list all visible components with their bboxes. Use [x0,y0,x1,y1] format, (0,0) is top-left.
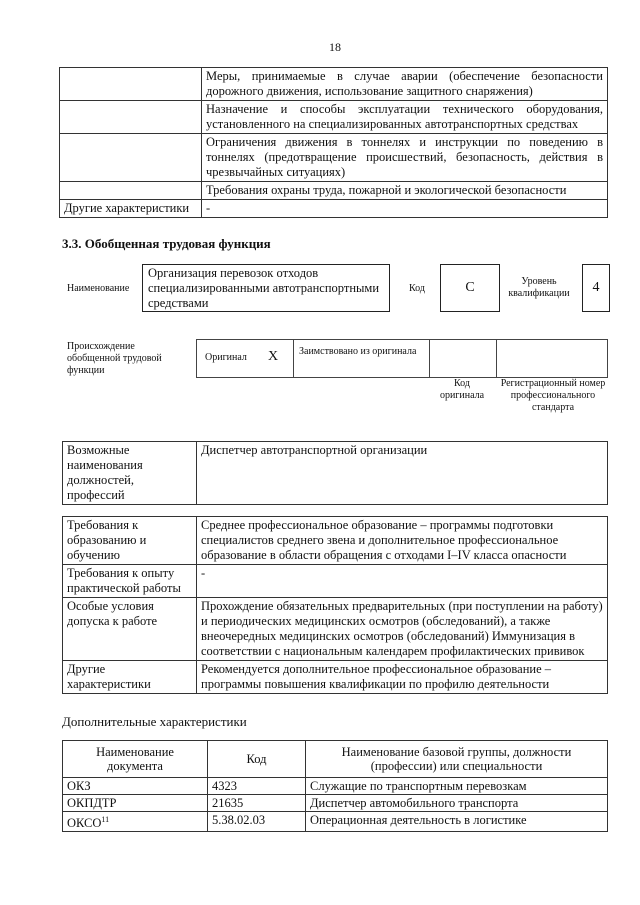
original-mark: X [268,349,279,364]
row-label: Другие характеристики [60,200,202,218]
top-table [59,67,608,218]
doc-name: ОКПДТР [63,795,208,812]
positions-label: Возможные наименования должностей, профессий [63,442,197,505]
table-row [63,442,608,505]
additional-table [62,740,608,832]
table-row [63,598,608,661]
doc-name: ОКЗ [63,778,208,795]
row-text: Требования охраны труда, пожарной и экологической безопасности [202,182,608,200]
level-box [582,264,610,312]
req-text: Прохождение обязательных предварительных (при поступлении на работу) и периодических медицинских осмотров (обследований), а также внеочередных медицинских осмотров (обследований) Иммунизация в соответствии с национальным календарем профилактических прививок [197,598,608,661]
code-value: С [465,280,475,295]
row-label [60,101,202,134]
doc-title: Операционная деятельность в логистике [306,812,608,832]
table-row [60,200,608,218]
footnote-ref: 11 [101,815,110,824]
row-text: - [202,200,608,218]
header-name: Наименование базовой группы, должности (профессии) или специальности [306,741,608,778]
positions-value: Диспетчер автотранспортной организации [197,442,608,505]
req-label: Требования к образованию и обучению [63,517,197,565]
table-row [63,778,608,795]
table-row [63,795,608,812]
row-label [60,134,202,182]
req-label: Особые условия допуска к работе [63,598,197,661]
row-text: Ограничения движения в тоннелях и инструкции по поведению в тоннелях (предотвращение происшествий, безопасность, действия в чрезвычайных ситуациях) [202,134,608,182]
reg-number-caption: Регистрационный номер профессионального стандарта [500,378,606,413]
origin-boxes [196,339,608,378]
table-row [60,134,608,182]
table-row [63,661,608,694]
doc-code: 21635 [208,795,306,812]
code-label: Код [409,283,425,294]
original-label: Оригинал [205,352,247,363]
row-label [60,182,202,200]
table-row [63,565,608,598]
level-label: Уровень квалификации [508,276,570,299]
table-header-row [63,741,608,778]
header-code: Код [208,741,306,778]
code-original-caption: Код оригинала [439,378,485,401]
doc-title: Диспетчер автомобильного транспорта [306,795,608,812]
req-label: Другие характеристики [63,661,197,694]
table-row [60,182,608,200]
req-text: - [197,565,608,598]
doc-code: 5.38.02.03 [208,812,306,832]
function-name: Организация перевозок отходов специализированными автотранспортными средствами [148,266,380,310]
header-doc: Наименование документа [63,741,208,778]
table-row [60,68,608,101]
borrowed-label: Заимствовано из оригинала [299,346,417,357]
requirements-table [62,516,608,694]
table-row [63,517,608,565]
doc-name: ОКСО$^{11}$ [63,812,208,832]
name-label: Наименование [67,283,130,294]
table-row [63,812,608,832]
page-number: 18 [329,40,341,54]
row-text: Меры, принимаемые в случае аварии (обеспечение безопасности дорожного движения, использование защитного снаряжения) [202,68,608,101]
level-value: 4 [592,280,600,295]
section-heading: 3.3. Обобщенная трудовая функция [62,236,271,251]
row-text: Назначение и способы эксплуатации технического оборудования, установленного на специализированных автотранспортных средствах [202,101,608,134]
req-text: Рекомендуется дополнительное профессиональное образование – программы повышения квалификации по профилю деятельности [197,661,608,694]
positions-table [62,441,608,505]
origin-label: Происхождение обобщенной трудовой функции [67,341,162,376]
additional-heading: Дополнительные характеристики [62,714,247,729]
req-text: Среднее профессиональное образование – программы подготовки специалистов среднего звена и дополнительное профессиональное образование в области обращения с отходами I–IV класса опасности [197,517,608,565]
req-label: Требования к опыту практической работы [63,565,197,598]
row-label [60,68,202,101]
code-box [440,264,500,312]
doc-title: Служащие по транспортным перевозкам [306,778,608,795]
table-row [60,101,608,134]
function-name-box [142,264,390,312]
doc-code: 4323 [208,778,306,795]
